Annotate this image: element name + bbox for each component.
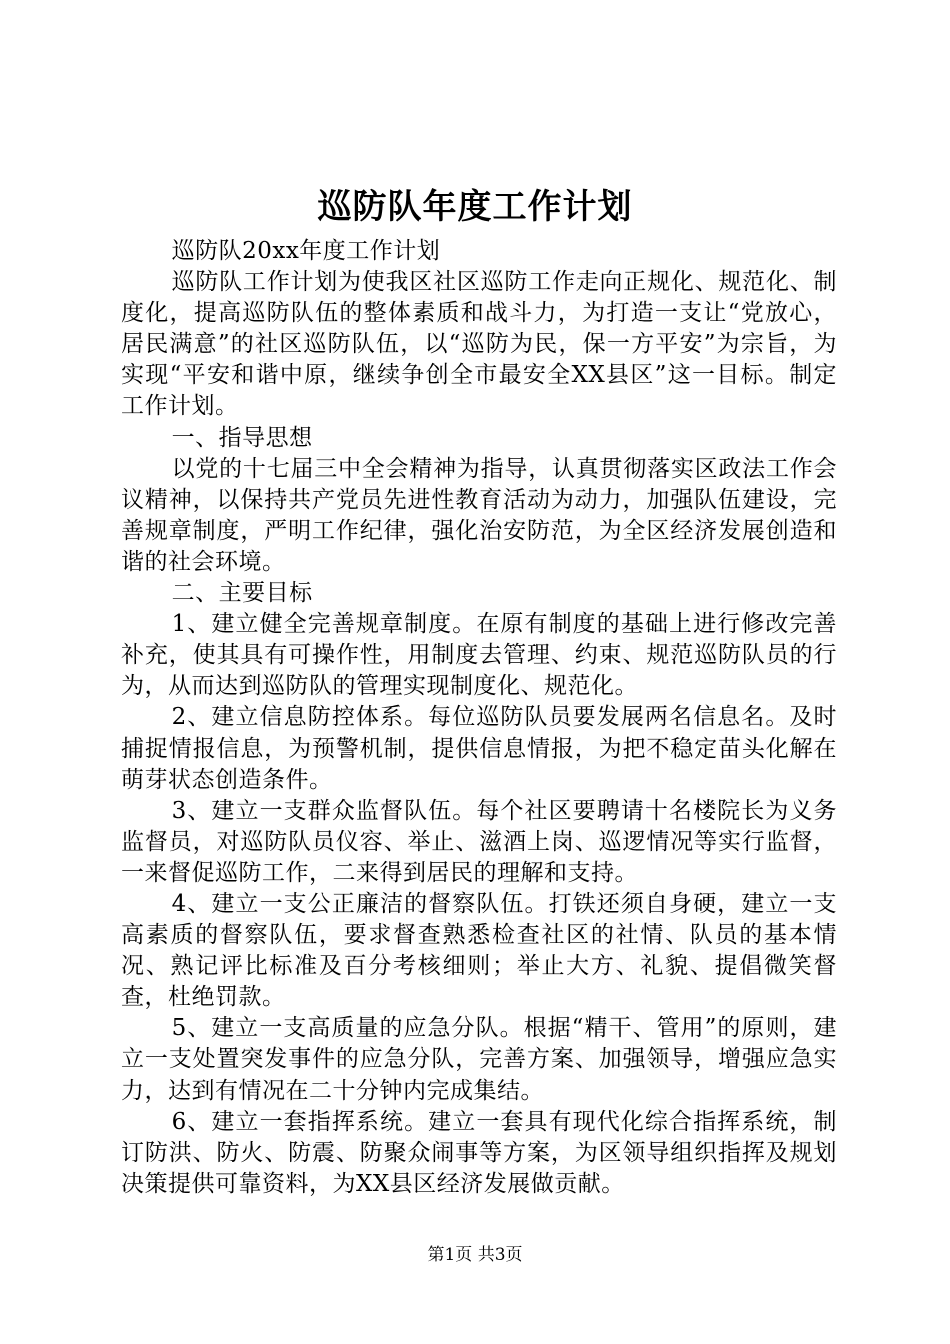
section-heading-guiding-idea: 一、指导思想 bbox=[171, 424, 313, 451]
document-body bbox=[121, 236, 837, 1200]
subtitle-paragraph: 巡防队20xx年度工作计划 bbox=[171, 238, 441, 264]
goal-4-paragraph: 4、建立一支公正廉洁的督察队伍。打铁还须自身硬，建立一支高素质的督察队伍，要求督查熟悉检查社区的社情、队员的基本情况、熟记评比标准及百分考核细则；举止大方、礼貌、提倡微笑督查，杜绝罚款。 bbox=[121, 890, 837, 1011]
intro-paragraph: 巡防队工作计划为使我区社区巡防工作走向正规化、规范化、制度化，提高巡防队伍的整体素质和战斗力，为打造一支让“党放心，居民满意”的社区巡防队伍，以“巡防为民，保一方平安”为宗旨，为实现“平安和谐中原，继续争创全市最安全XX县区”这一目标。制定工作计划。 bbox=[121, 269, 837, 420]
goal-1-paragraph: 1、建立健全完善规章制度。在原有制度的基础上进行修改完善补充，使其具有可操作性，用制度去管理、约束、规范巡防队员的行为，从而达到巡防队的管理实现制度化、规范化。 bbox=[121, 611, 837, 700]
page-title: 巡防队年度工作计划 bbox=[317, 187, 633, 227]
section-heading-main-goals: 二、主要目标 bbox=[171, 580, 313, 607]
goal-6-paragraph: 6、建立一套指挥系统。建立一套具有现代化综合指挥系统，制订防洪、防火、防震、防聚众闹事等方案，为区领导组织指挥及规划决策提供可靠资料，为XX县区经济发展做贡献。 bbox=[121, 1108, 837, 1197]
goal-5-paragraph: 5、建立一支高质量的应急分队。根据“精干、管用”的原则，建立一支处置突发事件的应急分队，完善方案、加强领导，增强应急实力，达到有情况在二十分钟内完成集结。 bbox=[121, 1015, 837, 1104]
page-footer: 第1页 共3页 bbox=[427, 1245, 523, 1265]
guiding-idea-paragraph: 以党的十七届三中全会精神为指导，认真贯彻落实区政法工作会议精神，以保持共产党员先进性教育活动为动力，加强队伍建设，完善规章制度，严明工作纪律，强化治安防范，为全区经济发展创造和谐的社会环境。 bbox=[121, 455, 837, 575]
goal-3-paragraph: 3、建立一支群众监督队伍。每个社区要聘请十名楼院长为义务监督员，对巡防队员仪容、举止、滋酒上岗、巡逻情况等实行监督，一来督促巡防工作，二来得到居民的理解和支持。 bbox=[121, 797, 837, 886]
goal-2-paragraph: 2、建立信息防控体系。每位巡防队员要发展两名信息名。及时捕捉情报信息，为预警机制，提供信息情报，为把不稳定苗头化解在萌芽状态创造条件。 bbox=[121, 704, 837, 793]
